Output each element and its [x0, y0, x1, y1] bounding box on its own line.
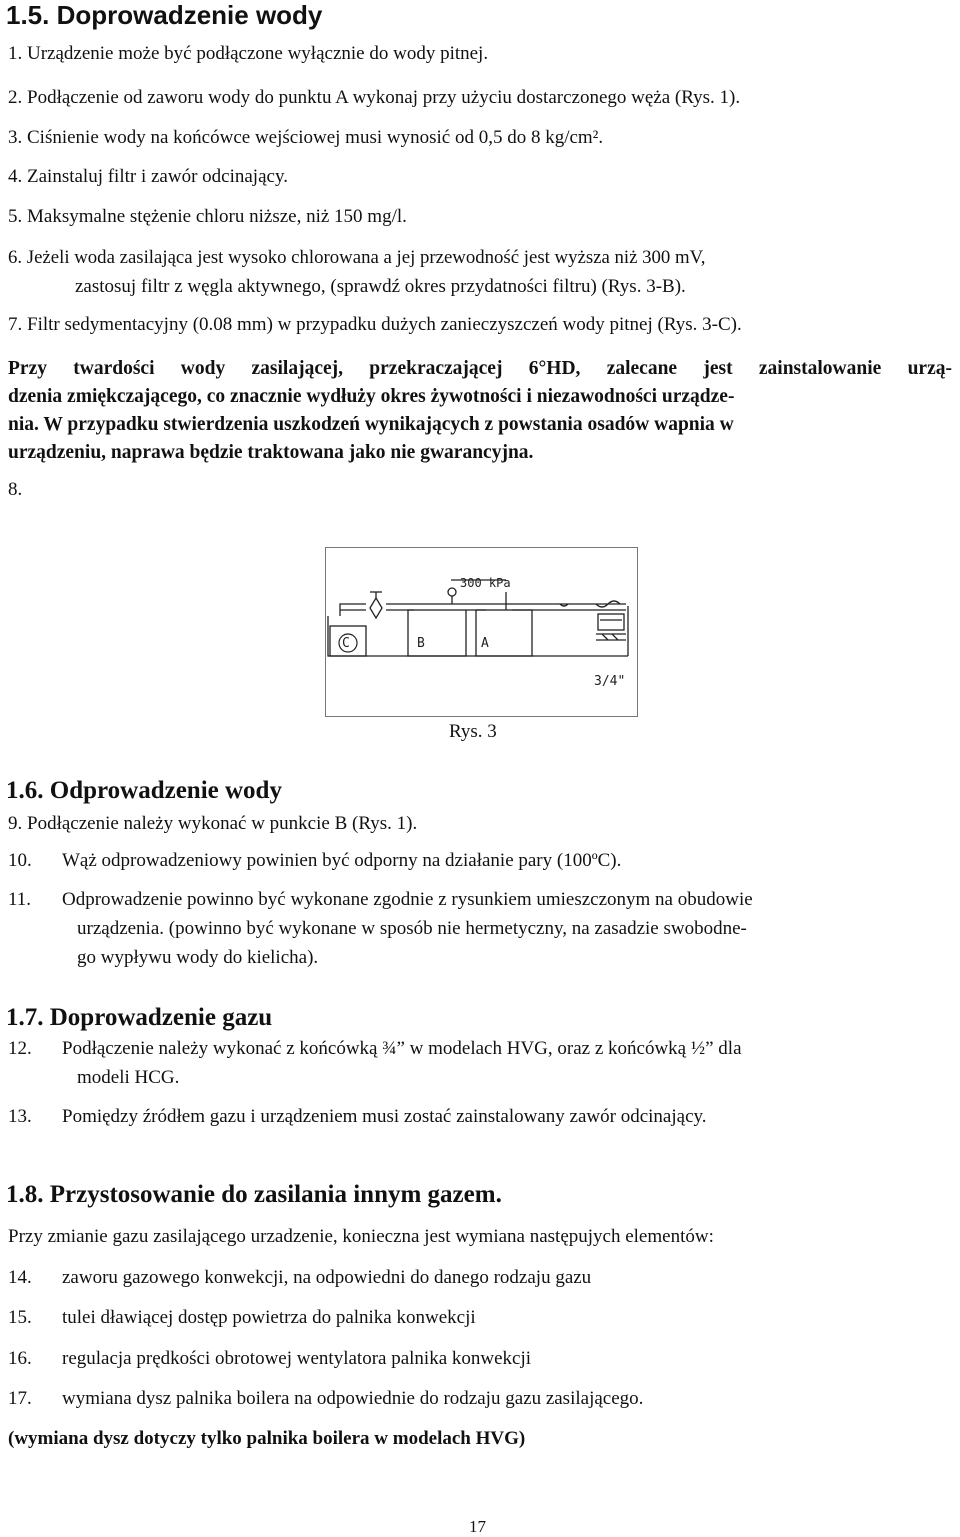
list-item: 2. Podłączenie od zaworu wody do punktu A wykonaj przy użyciu dostarczonego węża (Rys. 1).	[8, 87, 741, 108]
pressure-label: 300 kPa	[460, 576, 511, 590]
item-number: 9.	[8, 813, 23, 834]
item-text: Podłączenie należy wykonać w punkcie B (Rys. 1).	[27, 813, 418, 834]
hardness-paragraph-line: Przy twardości wody zasilającej, przekraczającej 6°HD, zalecane jest zainstalowanie urzą-	[8, 358, 952, 379]
item-text-continuation: go wypływu wody do kielicha).	[77, 947, 319, 968]
item-number: 10.	[8, 850, 32, 871]
note: (wymiana dysz dotyczy tylko palnika boilera w modelach HVG)	[8, 1428, 526, 1449]
hardness-paragraph-line: urządzeniu, naprawa będzie traktowana jako nie gwarancyjna.	[8, 442, 534, 463]
item-number: 16.	[8, 1348, 32, 1369]
list-item: 5. Maksymalne stężenie chloru niższe, niż 150 mg/l.	[8, 206, 407, 227]
list-item: 8.	[8, 479, 23, 500]
label-c: C	[342, 636, 350, 651]
item-text-continuation: modeli HCG.	[77, 1067, 180, 1088]
section-title-1-8: 1.8. Przystosowanie do zasilania innym gazem.	[6, 1181, 502, 1208]
item-text: Odprowadzenie powinno być wykonane zgodnie z rysunkiem umieszczonym na obudowie	[62, 889, 753, 910]
section-title-1-5: 1.5. Doprowadzenie wody	[6, 0, 323, 30]
item-text: Wąż odprowadzeniowy powinien być odporny na działanie pary (100ºC).	[62, 850, 622, 871]
figure-caption: Rys. 3	[449, 721, 497, 742]
item-number: 15.	[8, 1307, 32, 1328]
label-a: A	[481, 636, 489, 651]
list-item: 3. Ciśnienie wody na końcówce wejściowej musi wynosić od 0,5 do 8 kg/cm².	[8, 127, 604, 148]
item-text: Pomiędzy źródłem gazu i urządzeniem musi zostać zainstalowany zawór odcinający.	[62, 1106, 707, 1127]
item-text: zaworu gazowego konwekcji, na odpowiedni do danego rodzaju gazu	[62, 1267, 592, 1288]
size-label: 3/4"	[594, 674, 626, 689]
list-item: 7. Filtr sedymentacyjny (0.08 mm) w przypadku dużych zanieczyszczeń wody pitnej (Rys. 3-C).	[8, 314, 742, 335]
water-connection-diagram	[325, 547, 638, 717]
hardness-paragraph-line: dzenia zmiękczającego, co znacznie wydłuży okres żywotności i niezawodności urządze-	[8, 386, 735, 407]
item-text: Podłączenie należy wykonać z końcówką ¾” w modelach HVG, oraz z końcówką ½” dla	[62, 1038, 742, 1059]
page-number: 17	[469, 1517, 486, 1536]
list-item-continuation: zastosuj filtr z węgla aktywnego, (sprawdź okres przydatności filtru) (Rys. 3-B).	[75, 276, 686, 297]
diagram-drawing	[326, 548, 637, 716]
item-text: wymiana dysz palnika boilera na odpowiednie do rodzaju gazu zasilającego.	[62, 1388, 644, 1409]
section-intro: Przy zmianie gazu zasilającego urzadzenie, konieczna jest wymiana następujych elementów:	[8, 1226, 714, 1247]
list-item: 1. Urządzenie może być podłączone wyłącznie do wody pitnej.	[8, 43, 489, 64]
hardness-paragraph-line: nia. W przypadku stwierdzenia uszkodzeń wynikających z powstania osadów wapnia w	[8, 414, 734, 435]
item-text: tulei dławiącej dostęp powietrza do palnika konwekcji	[62, 1307, 476, 1328]
item-number: 17.	[8, 1388, 32, 1409]
item-number: 12.	[8, 1038, 32, 1059]
section-title-1-6: 1.6. Odprowadzenie wody	[6, 777, 282, 804]
item-number: 13.	[8, 1106, 32, 1127]
label-b: B	[417, 636, 425, 651]
item-text-continuation: urządzenia. (powinno być wykonane w sposób nie hermetyczny, na zasadzie swobodne-	[77, 918, 747, 939]
list-item: 6. Jeżeli woda zasilająca jest wysoko chlorowana a jej przewodność jest wyższa niż 300 mV,	[8, 247, 706, 268]
section-title-1-7: 1.7. Doprowadzenie gazu	[6, 1004, 273, 1031]
list-item	[8, 812, 417, 835]
item-number: 11.	[8, 889, 32, 910]
item-number: 14.	[8, 1267, 32, 1288]
item-text: regulacja prędkości obrotowej wentylatora palnika konwekcji	[62, 1348, 532, 1369]
list-item: 4. Zainstaluj filtr i zawór odcinający.	[8, 166, 288, 187]
